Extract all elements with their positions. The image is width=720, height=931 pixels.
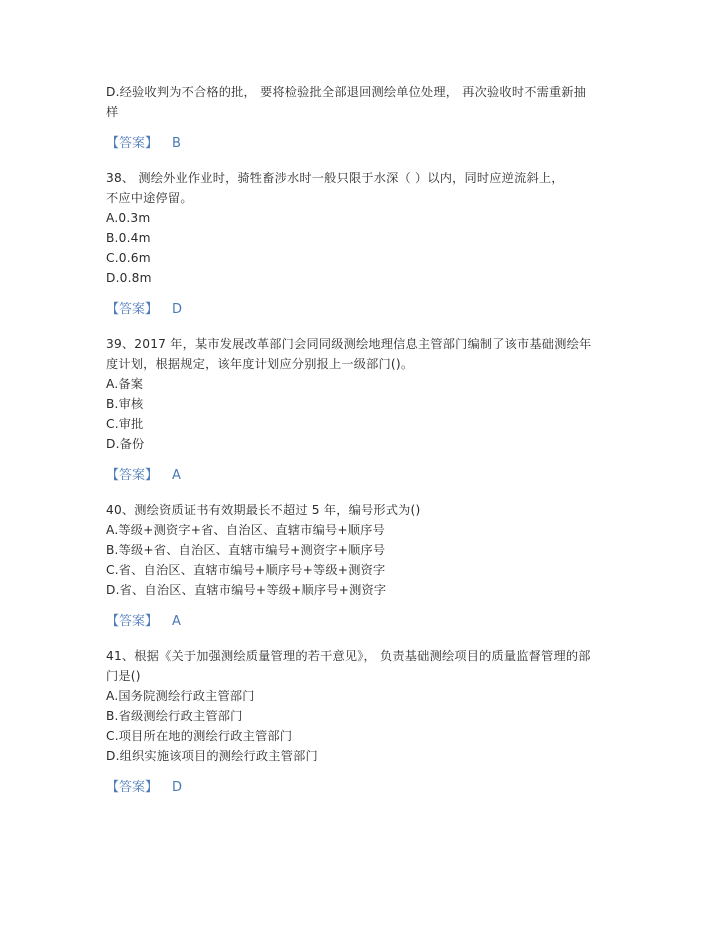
- question-41: [106, 646, 616, 766]
- answer-value: A: [172, 614, 181, 629]
- answer-value: B: [172, 136, 181, 151]
- question-stem: 门是(): [106, 669, 141, 683]
- answer-38: [106, 300, 616, 320]
- option-d: D.组织实施该项目的测绘行政主管部门: [106, 749, 318, 763]
- option-a: A.等级+测资字+省、自治区、直辖市编号+顺序号: [106, 523, 385, 537]
- question-stem: 度计划，根据规定，该年度计划应分别报上一级部门()。: [106, 357, 414, 371]
- answer-value: A: [172, 468, 181, 483]
- answer-41: [106, 778, 616, 798]
- answer-label: 【答案】: [106, 780, 159, 795]
- option-d: D.省、自治区、直辖市编号+等级+顺序号+测资字: [106, 583, 387, 597]
- option-c: C.0.6m: [106, 251, 151, 265]
- question-39: [106, 334, 616, 454]
- question-line: 样: [106, 105, 119, 119]
- option-a: A.0.3m: [106, 211, 151, 225]
- answer-37: [106, 134, 616, 154]
- option-c: C.项目所在地的测绘行政主管部门: [106, 729, 293, 743]
- question-stem: 不应中途停留。: [106, 191, 193, 205]
- answer-label: 【答案】: [106, 302, 159, 317]
- question-38: [106, 168, 616, 288]
- option-b: B.审核: [106, 397, 144, 411]
- answer-label: 【答案】: [106, 468, 159, 483]
- option-d: D.备份: [106, 437, 145, 451]
- question-40: [106, 500, 616, 600]
- question-stem: 40、测绘资质证书有效期最长不超过 5 年，编号形式为(): [106, 503, 421, 517]
- option-c: C.省、自治区、直辖市编号+顺序号+等级+测资字: [106, 563, 386, 577]
- option-b: B.省级测绘行政主管部门: [106, 709, 243, 723]
- option-d: D.0.8m: [106, 271, 152, 285]
- option-a: A.国务院测绘行政主管部门: [106, 689, 255, 703]
- option-b: B.0.4m: [106, 231, 151, 245]
- answer-value: D: [172, 302, 183, 317]
- question-stem: 39、2017 年，某市发展改革部门会同同级测绘地理信息主管部门编制了该市基础测绘年: [106, 337, 592, 351]
- answer-label: 【答案】: [106, 614, 159, 629]
- option-b: B.等级+省、自治区、直辖市编号+测资字+顺序号: [106, 543, 386, 557]
- question-line: D.经验收判为不合格的批， 要将检验批全部退回测绘单位处理， 再次验收时不需重新抽: [106, 85, 587, 99]
- option-c: C.审批: [106, 417, 144, 431]
- question-stem: 38、 测绘外业作业时，骑牲畜涉水时一般只限于水深（ ）以内，同时应逆流斜上，: [106, 171, 564, 185]
- answer-value: D: [172, 780, 183, 795]
- answer-label: 【答案】: [106, 136, 159, 151]
- answer-40: [106, 612, 616, 632]
- question-stem: 41、根据《关于加强测绘质量管理的若干意见》， 负责基础测绘项目的质量监督管理的部: [106, 649, 591, 663]
- answer-39: [106, 466, 616, 486]
- option-a: A.备案: [106, 377, 144, 391]
- question-37-continuation: [106, 82, 616, 122]
